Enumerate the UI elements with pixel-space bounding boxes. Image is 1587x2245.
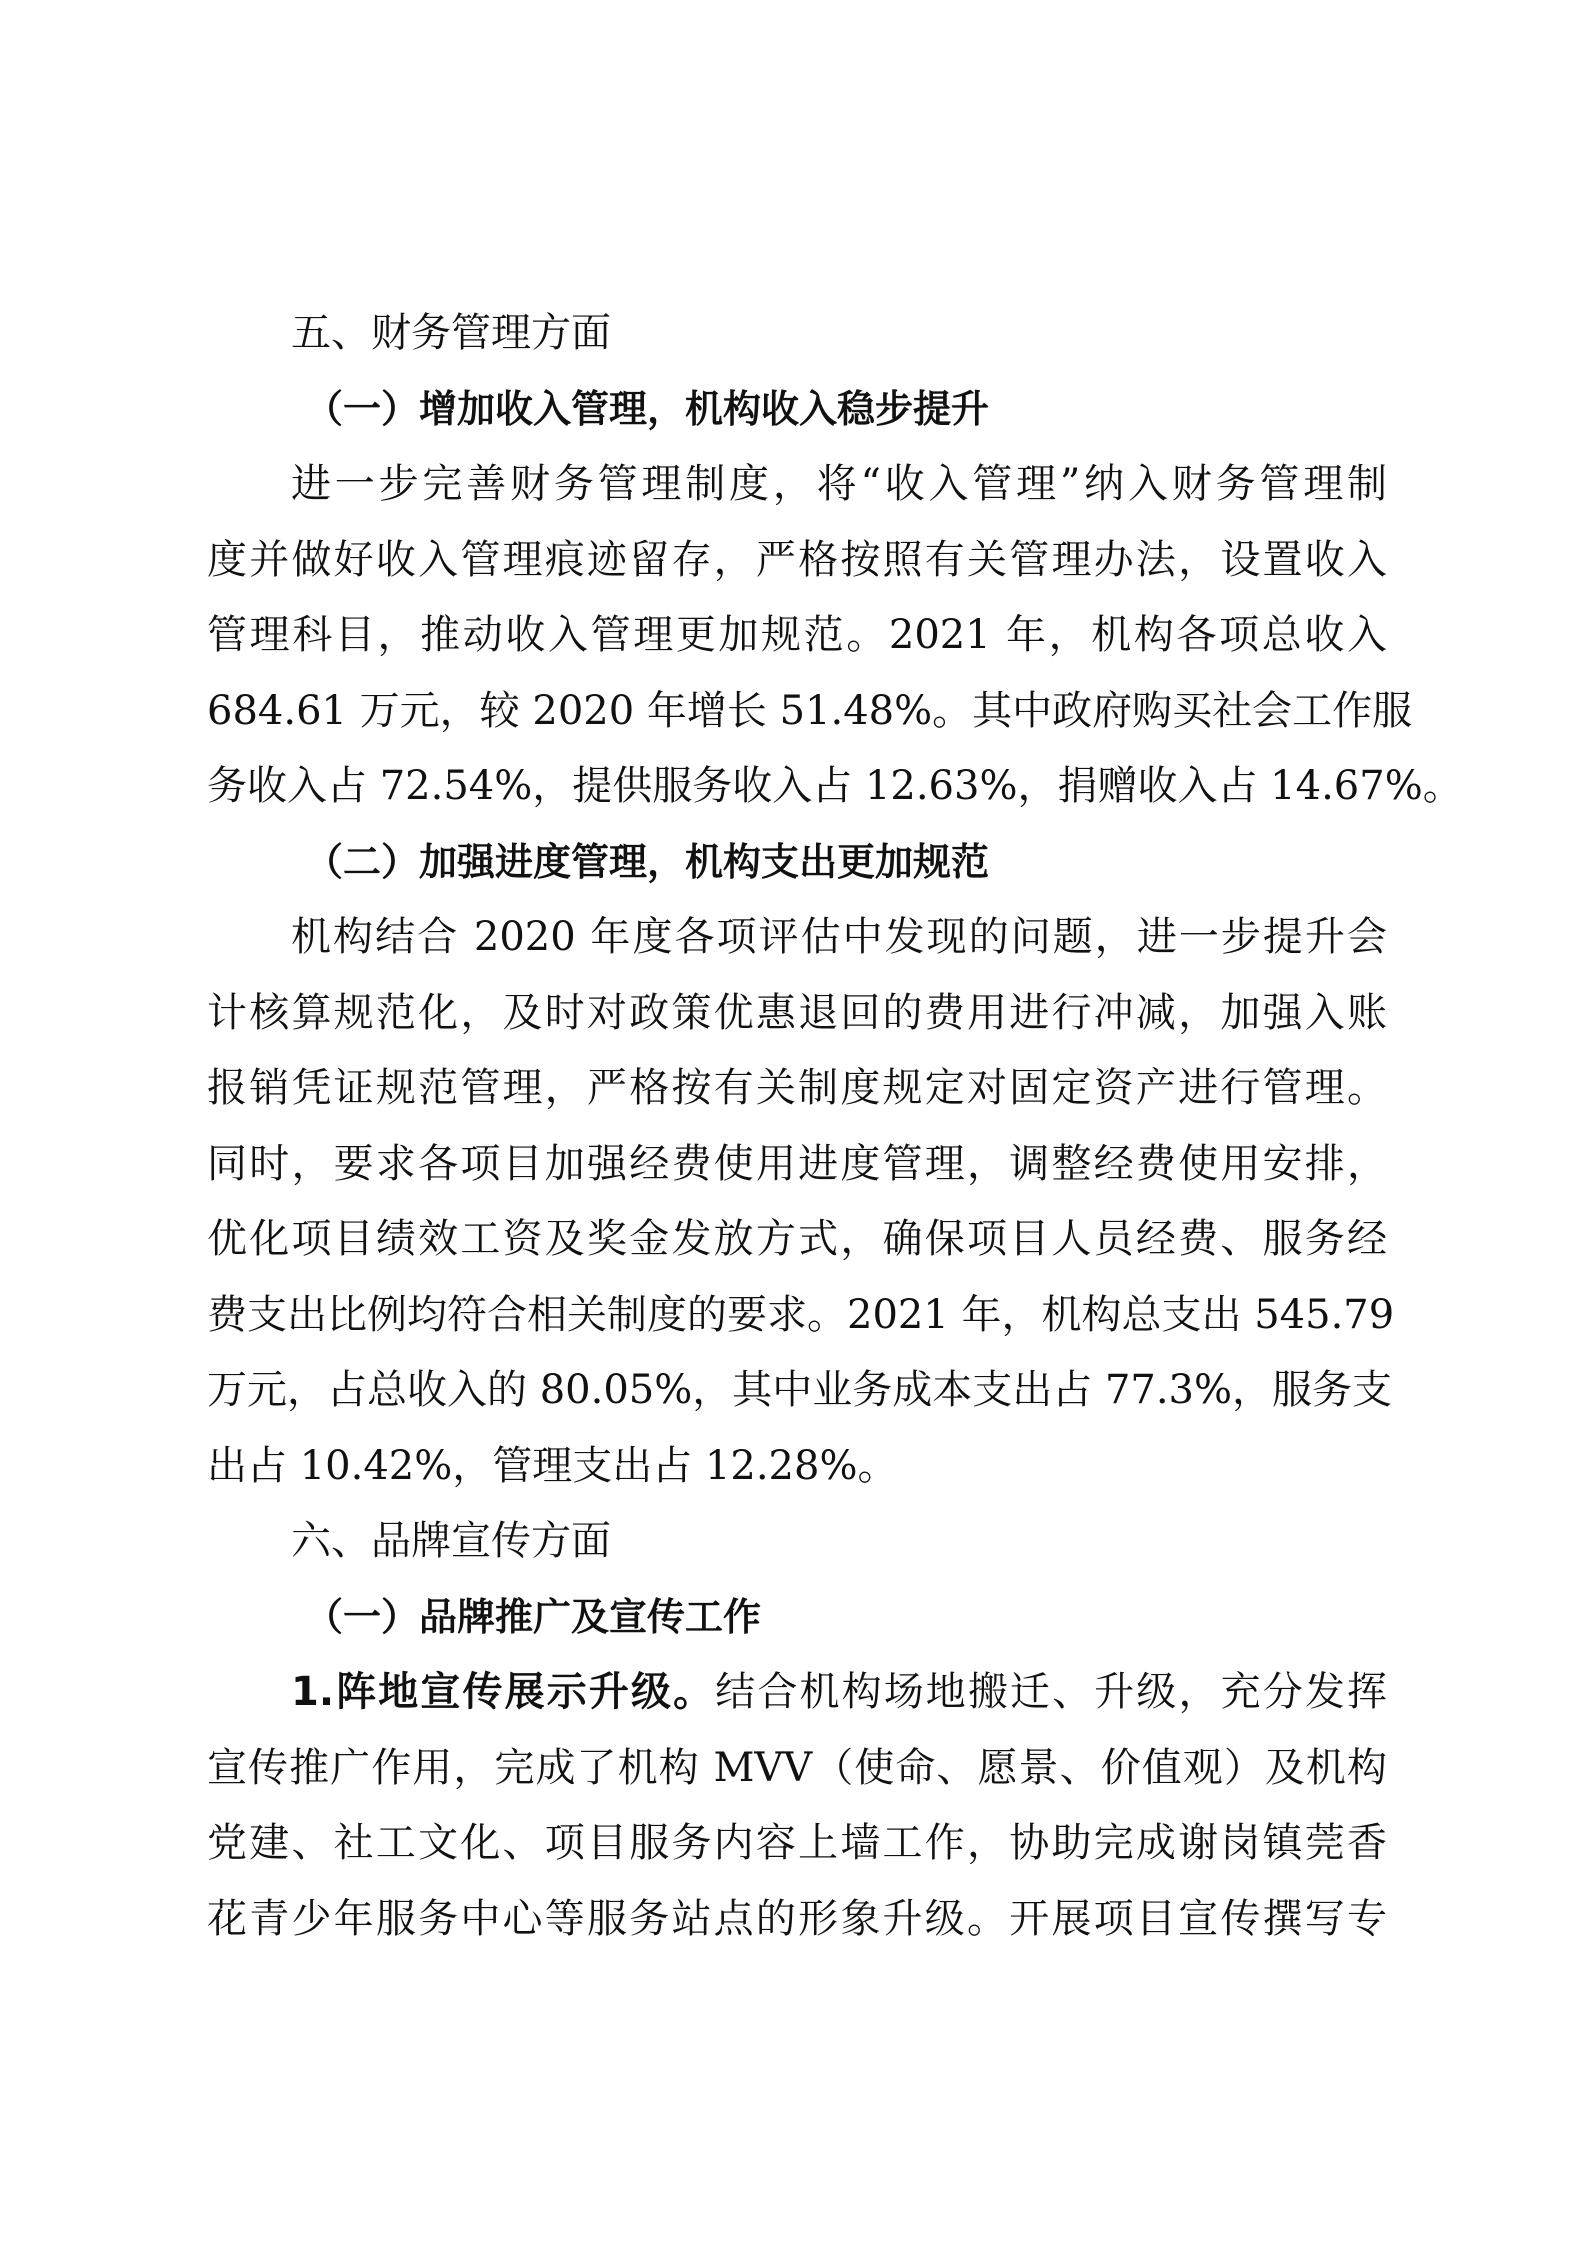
- section-6-heading: 六、品牌宣传方面: [291, 1518, 611, 1564]
- paragraph-line: 优化项目绩效工资及奖金发放方式，确保项目人员经费、服务经: [207, 1216, 1387, 1262]
- section-5-heading: 五、财务管理方面: [291, 310, 611, 356]
- paragraph-line: 出占 10.42%，管理支出占 12.28%。: [207, 1442, 898, 1489]
- paragraph-line: [207, 1655, 1387, 1731]
- paragraph-line: 报销凭证规范管理，严格按有关制度规定对固定资产进行管理。: [207, 1065, 1387, 1111]
- section-5-subheading-1: （一）增加收入管理，机构收入稳步提升: [305, 386, 990, 431]
- paragraph-line: 宣传推广作用，完成了机构 MVV（使命、愿景、价值观）及机构: [207, 1744, 1387, 1791]
- paragraph-line: 党建、社工文化、项目服务内容上墙工作，协助完成谢岗镇莞香: [207, 1820, 1387, 1866]
- paragraph-line: 684.61 万元，较 2020 年增长 51.48%。其中政府购买社会工作服: [207, 687, 1413, 734]
- section-5-subheading-2: （二）加强进度管理，机构支出更加规范: [305, 839, 990, 884]
- paragraph-line: 进一步完善财务管理制度，将“收入管理”纳入财务管理制: [291, 461, 1387, 507]
- paragraph-line: 万元，占总收入的 80.05%，其中业务成本支出占 77.3%，服务支: [207, 1367, 1393, 1413]
- paragraph-line: 务收入占 72.54%，提供服务收入占 12.63%，捐赠收入占 14.67%。: [207, 763, 1463, 809]
- paragraph-line: 机构结合 2020 年度各项评估中发现的问题，进一步提升会: [291, 914, 1387, 960]
- paragraph-line: 计核算规范化，及时对政策优惠退回的费用进行冲减，加强入账: [207, 989, 1387, 1036]
- paragraph-line: 管理科目，推动收入管理更加规范。2021 年，机构各项总收入: [207, 612, 1387, 658]
- section-6-subheading-1: （一）品牌推广及宣传工作: [305, 1594, 762, 1639]
- item-1-text: 结合机构场地搬迁、升级，充分发挥: [715, 1669, 1387, 1715]
- paragraph-line: 费支出比例均符合相关制度的要求。2021 年，机构总支出 545.79: [207, 1291, 1395, 1338]
- paragraph-line: 花青少年服务中心等服务站点的形象升级。开展项目宣传撰写专: [207, 1895, 1387, 1942]
- item-1-lead: 1.阵地宣传展示升级。: [291, 1669, 716, 1715]
- paragraph-line: 同时，要求各项目加强经费使用进度管理，调整经费使用安排，: [207, 1140, 1387, 1187]
- paragraph-line: 度并做好收入管理痕迹留存，严格按照有关管理办法，设置收入: [207, 536, 1387, 583]
- document-body: [207, 296, 1463, 1957]
